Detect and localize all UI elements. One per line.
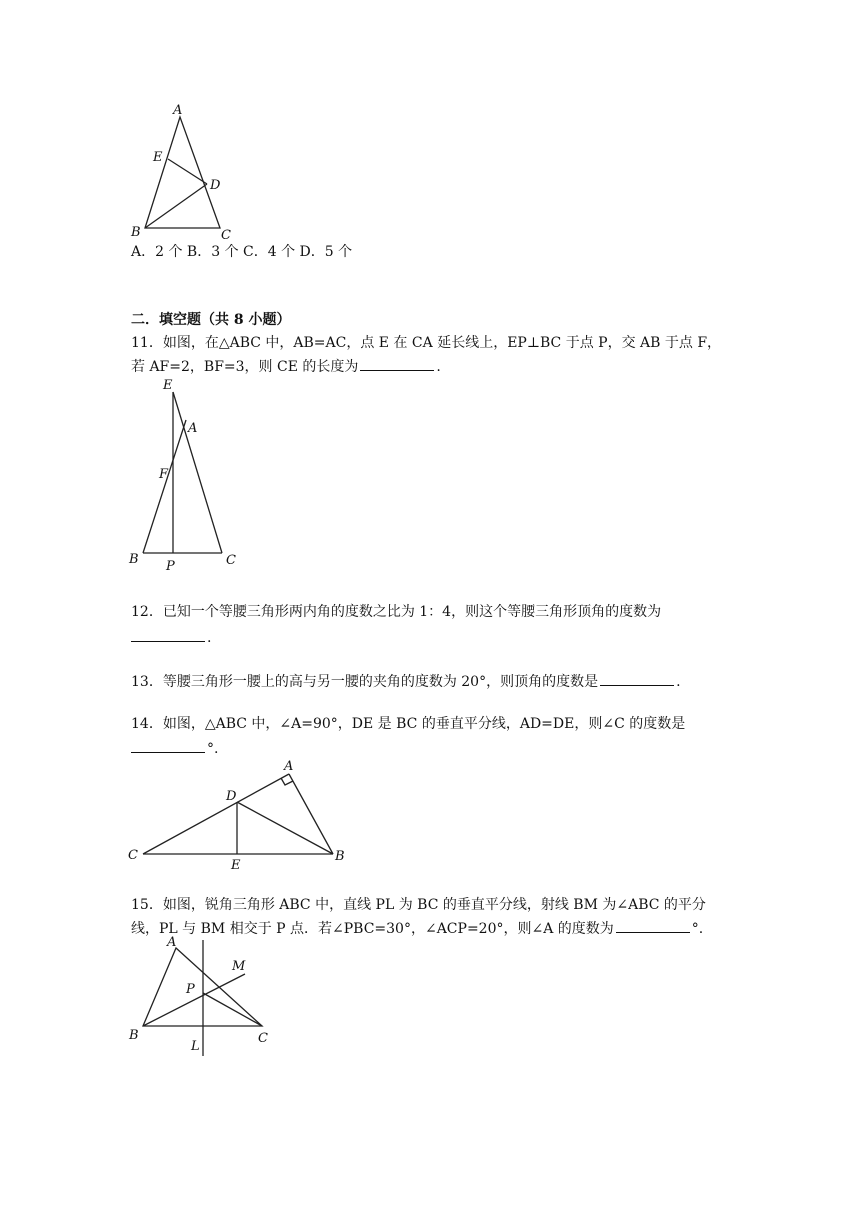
q11-label-e: E <box>163 378 173 393</box>
q10-label-b: B <box>131 225 141 240</box>
q15-label-a: A <box>167 935 177 950</box>
q15-line-1: 15．如图，锐角三角形 ABC 中，直线 PL 为 BC 的垂直平分线，射线 BM 为∠ABC 的平分 <box>131 897 706 913</box>
q11-label-c: C <box>226 553 236 568</box>
section-2-title: 二．填空题（共 8 小题） <box>131 312 291 328</box>
q11-label-b: B <box>129 552 139 567</box>
q11-line-1: 11．如图，在△ABC 中，AB=AC，点 E 在 CA 延长线上，EP⊥BC 于点 P，交 AB 于点 F， <box>131 335 722 351</box>
q14-line-1: 14．如图，△ABC 中，∠A=90°，DE 是 BC 的垂直平分线，AD=DE，则∠C 的度数是 <box>131 716 686 732</box>
q10-label-a: A <box>173 103 183 118</box>
q14-label-c: C <box>128 848 138 863</box>
q11-label-p: P <box>166 559 175 574</box>
q15-label-b: B <box>129 1028 139 1043</box>
q13-text: 13．等腰三角形一腰上的高与另一腰的夹角的度数为 20°，则顶角的度数是 <box>131 674 599 690</box>
q15-label-l: L <box>191 1039 200 1054</box>
q15-punct: °. <box>691 921 704 937</box>
q14-label-b: B <box>335 849 345 864</box>
q10-label-d: D <box>210 178 221 193</box>
q11-punct: . <box>436 359 441 375</box>
q15-label-p: P <box>186 982 195 997</box>
q10-label-e: E <box>153 150 163 165</box>
q11-label-f: F <box>159 467 169 482</box>
q14-label-e: E <box>231 858 241 873</box>
q11-label-a: A <box>188 421 198 436</box>
q13-punct: . <box>676 674 681 690</box>
q10-options: A．2 个 B．3 个 C．4 个 D．5 个 <box>131 244 353 260</box>
q14-label-d: D <box>226 789 237 804</box>
q15-text: 线，PL 与 BM 相交于 P 点．若∠PBC=30°，∠ACP=20°，则∠A 的度数为 <box>131 921 614 937</box>
q15-label-c: C <box>258 1031 268 1046</box>
q12-punct: . <box>207 630 212 646</box>
q11-text: 若 AF=2，BF=3，则 CE 的长度为 <box>131 359 359 375</box>
q14-label-a: A <box>284 759 294 774</box>
q15-segment-pc <box>203 993 262 1026</box>
q12-line-1: 12．已知一个等腰三角形两内角的度数之比为 1：4，则这个等腰三角形顶角的度数为 <box>131 604 662 620</box>
q14-punct: °. <box>207 741 219 757</box>
q15-label-m: M <box>232 959 246 974</box>
q10-label-c: C <box>221 228 231 243</box>
